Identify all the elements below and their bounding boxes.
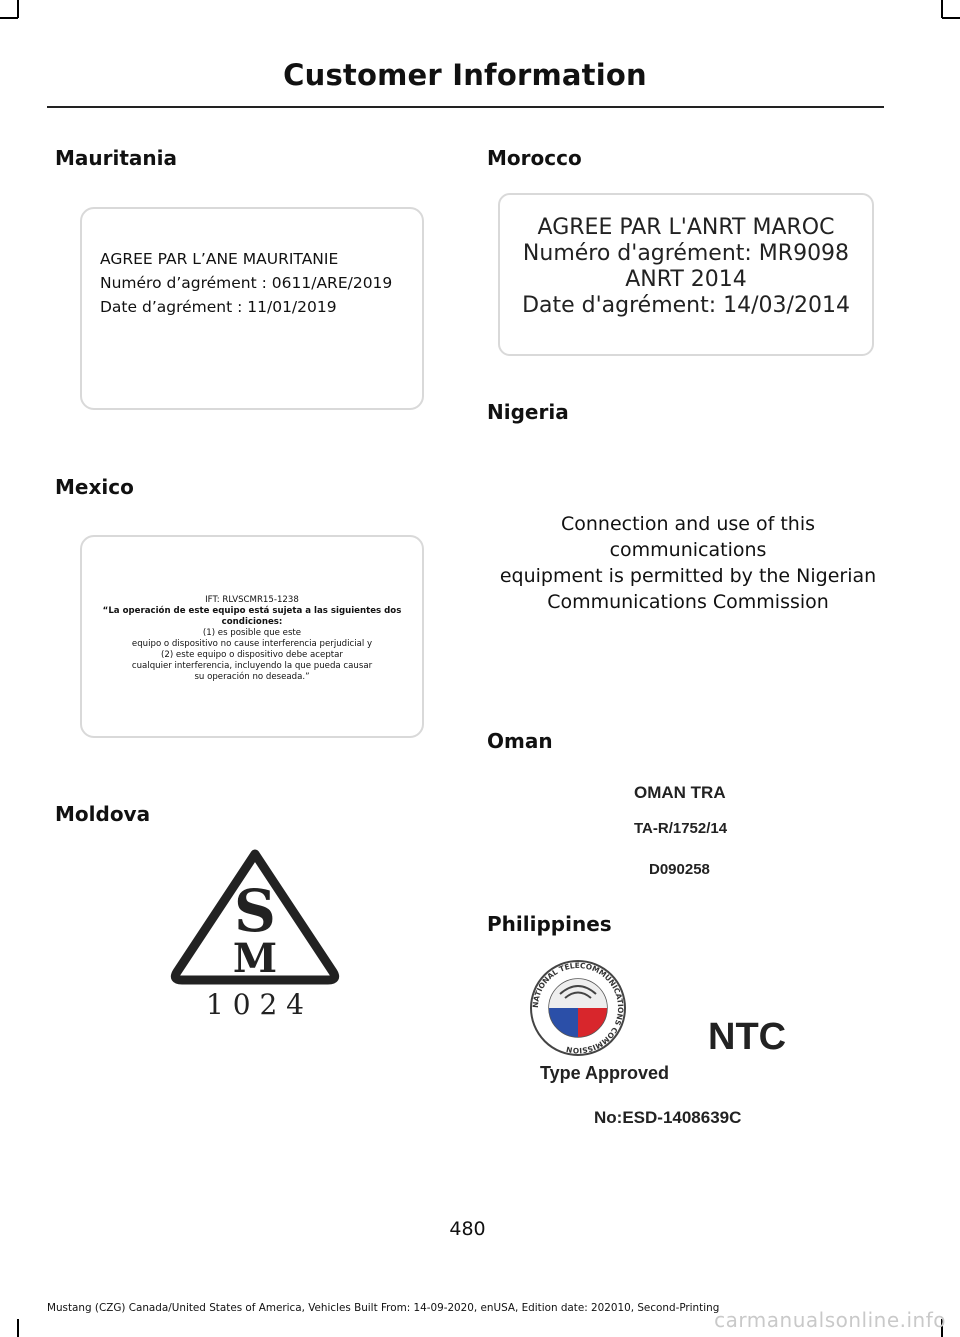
morocco-line: Date d'agrément: 14/03/2014 (522, 293, 850, 318)
crop-mark-top-left (17, 0, 19, 18)
heading-philippines: Philippines (487, 912, 612, 936)
morocco-label (498, 193, 874, 356)
moldova-mark-number: 1 0 2 4 (206, 988, 304, 1021)
heading-moldova: Moldova (55, 802, 151, 826)
oman-line: TA-R/1752/14 (634, 820, 728, 837)
crop-mark-top-right-h (942, 17, 960, 19)
title-divider (47, 106, 884, 108)
page-number: 480 (449, 1218, 486, 1240)
heading-oman: Oman (487, 729, 553, 753)
moldova-sm-mark (170, 848, 340, 1026)
ntc-type-approved: Type Approved (540, 1063, 670, 1083)
mexico-text (82, 595, 422, 683)
mexico-line: su operación no deseada.” (194, 672, 310, 682)
nigeria-line: communications (609, 539, 767, 561)
ntc-seal-text: NATIONAL TELECOMMUNICATIONS COMMISSION (530, 960, 626, 1056)
morocco-line: AGREE PAR L'ANRT MAROC (537, 215, 835, 240)
oman-line: D090258 (649, 861, 710, 878)
crop-mark-top-left-h (0, 17, 18, 19)
morocco-line: ANRT 2014 (625, 267, 747, 292)
mauritania-label (80, 207, 424, 410)
mauritania-line: AGREE PAR L’ANE MAURITANIE (100, 250, 339, 268)
oman-line: OMAN TRA (634, 783, 726, 802)
mexico-line: cualquier interferencia, incluyendo la que pueda causar (131, 661, 373, 671)
nigeria-text (487, 511, 889, 615)
heading-mexico: Mexico (55, 475, 134, 499)
heading-nigeria: Nigeria (487, 400, 569, 424)
moldova-mark-m: M (232, 935, 278, 982)
nigeria-line: Communications Commission (547, 591, 829, 613)
mauritania-line: Date d’agrément : 11/01/2019 (100, 298, 337, 316)
heading-morocco: Morocco (487, 146, 582, 170)
nigeria-line: Connection and use of this (560, 513, 816, 535)
crop-mark-top-right (941, 0, 943, 18)
heading-mauritania: Mauritania (55, 146, 178, 170)
mauritania-line: Numéro d’agrément : 0611/ARE/2019 (100, 274, 393, 292)
page-title: Customer Information (283, 58, 647, 92)
mexico-line: IFT: RLVSCMR15-1238 (205, 595, 299, 605)
mexico-line: equipo o dispositivo no cause interferencia perjudicial y (131, 639, 373, 649)
philippines-ntc-label (500, 950, 840, 1130)
nigeria-line: equipment is permitted by the Nigerian (499, 565, 877, 587)
crop-mark-bottom-left (17, 1319, 19, 1337)
mauritania-text (100, 247, 392, 319)
ntc-seal-icon (528, 958, 628, 1058)
ntc-approval-number: No:ESD-1408639C (594, 1108, 742, 1127)
watermark: carmanualsonline.info (714, 1308, 946, 1332)
morocco-text (500, 215, 872, 319)
morocco-line: Numéro d'agrément: MR9098 (522, 241, 850, 266)
mexico-line: (2) este equipo o dispositivo debe aceptar (161, 650, 343, 660)
moldova-mark-s: S (234, 877, 276, 945)
ntc-brand: NTC (708, 1016, 787, 1058)
mexico-label (80, 535, 424, 738)
mexico-line: “La operación de este equipo está sujeta a las siguientes dos condiciones: (102, 606, 402, 627)
mexico-line: (1) es posible que este (202, 628, 302, 638)
footer-text: Mustang (CZG) Canada/United States of America, Vehicles Built From: 14-09-2020, enUSA, Edition date: 202010, Second-Printing (47, 1302, 720, 1314)
